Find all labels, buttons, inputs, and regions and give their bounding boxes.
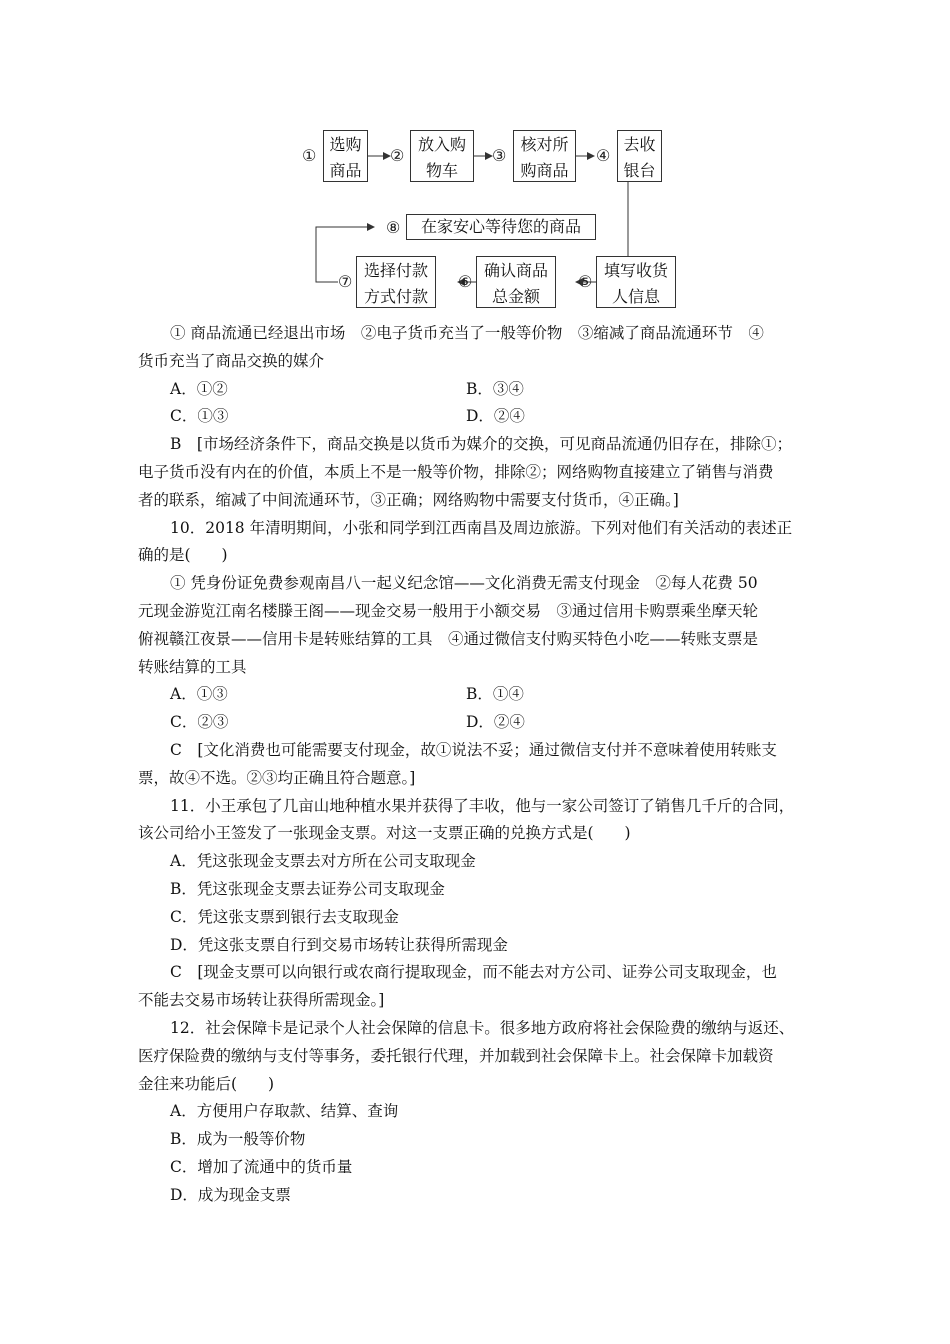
q12-stem-line-3: 金往来功能后( )	[138, 1074, 275, 1093]
q12-stem-line-2: 医疗保险费的缴纳与支付等事务，委托银行代理，并加载到社会保障卡上。社会保障卡加载资	[138, 1046, 774, 1065]
question-content	[138, 320, 818, 1210]
q11-option-b: B．凭这张现金支票去证券公司支取现金	[170, 879, 445, 898]
q12-option-c: C．增加了流通中的货币量	[170, 1157, 353, 1176]
q11-stem-line-1: 11．小王承包了几亩山地种植水果并获得了丰收，他与一家公司签订了销售几千斤的合同，	[170, 796, 795, 815]
q10-answer-line-1: C [文化消费也可能需要支付现金，故①说法不妥；通过微信支付并不意味着使用转账支	[170, 740, 777, 759]
q10-statements-line-2: 元现金游览江南名楼滕王阁——现金交易一般用于小额交易 ③通过信用卡购票乘坐摩天轮	[138, 601, 759, 620]
step-box-2: 放入购 物车	[410, 130, 474, 182]
q10-option-a: A．①③	[170, 685, 228, 704]
q12-stem-line-1: 12．社会保障卡是记录个人社会保障的信息卡。很多地方政府将社会保险费的缴纳与返还、	[170, 1018, 795, 1037]
q12-option-b: B．成为一般等价物	[170, 1130, 306, 1149]
shopping-flow-diagram	[290, 120, 710, 320]
q11-option-c: C．凭这张支票到银行去支取现金	[170, 907, 399, 926]
step-box-1: 选购 商品	[323, 130, 368, 182]
q9-answer-line-1: B [市场经济条件下，商品交换是以货币为媒介的交换，可见商品流通仍旧存在，排除①；	[170, 435, 792, 454]
marker-3: ③	[492, 146, 507, 165]
q12-option-a: A．方便用户存取款、结算、查询	[170, 1102, 399, 1121]
q11-answer-line-1: C [现金支票可以向银行或农商行提取现金，而不能去对方公司、证券公司支取现金，也	[170, 963, 777, 982]
q9-options-row-1	[138, 376, 818, 404]
q10-option-d: D．②④	[466, 713, 525, 732]
q10-statements-line-3: 俯视赣江夜景——信用卡是转账结算的工具 ④通过微信支付购买特色小吃——转账支票是	[138, 629, 759, 648]
q10-option-b: B．①④	[466, 685, 524, 704]
q9-option-b: B．③④	[466, 379, 524, 398]
q10-stem-line-1: 10．2018 年清明期间，小张和同学到江西南昌及周边旅游。下列对他们有关活动的表述正	[170, 518, 793, 537]
marker-6: ⑥	[458, 272, 473, 291]
step-box-4: 去收 银台	[617, 130, 662, 182]
question-9	[138, 320, 818, 515]
q10-answer-line-2: 票，故④不选。②③均正确且符合题意。]	[138, 768, 416, 787]
marker-7: ⑦	[338, 272, 353, 291]
q9-statements-line-1: ① 商品流通已经退出市场 ②电子货币充当了一般等价物 ③缩减了商品流通环节 ④	[170, 324, 764, 342]
marker-1: ①	[302, 146, 317, 165]
step-box-5: 填写收货 人信息	[596, 256, 676, 308]
q12-option-d: D．成为现金支票	[170, 1185, 291, 1204]
step-box-3: 核对所 购商品	[513, 130, 576, 182]
q10-option-c: C．②③	[170, 713, 229, 732]
step-box-6: 确认商品 总金额	[476, 256, 556, 308]
q9-option-c: C．①③	[170, 407, 229, 426]
marker-2: ②	[390, 146, 405, 165]
q11-option-d: D．凭这张支票自行到交易市场转让获得所需现金	[170, 935, 508, 954]
q9-option-a: A．①②	[170, 379, 228, 398]
q11-option-a: A．凭这张现金支票去对方所在公司支取现金	[170, 852, 476, 871]
q9-option-d: D．②④	[466, 407, 525, 426]
marker-5: ⑤	[578, 272, 593, 291]
question-10	[138, 515, 818, 793]
marker-8: ⑧	[386, 218, 401, 237]
q10-options-row-2	[138, 709, 818, 737]
q10-stem-line-2: 确的是( )	[138, 546, 228, 565]
q11-answer-line-2: 不能去交易市场转让获得所需现金。]	[138, 991, 385, 1010]
q9-options-row-2	[138, 403, 818, 431]
q9-answer-line-2: 电子货币没有内在的价值，本质上不是一般等价物，排除②；网络购物直接建立了销售与消费	[138, 462, 774, 481]
step-box-8: 在家安心等待您的商品	[406, 214, 596, 240]
q9-answer-line-3: 者的联系，缩减了中间流通环节，③正确；网络购物中需要支付货币，④正确。]	[138, 490, 679, 509]
step-box-7: 选择付款 方式付款	[356, 256, 436, 308]
q10-statements-line-1: ① 凭身份证免费参观南昌八一起义纪念馆——文化消费无需支付现金 ②每人花费 50	[170, 574, 758, 593]
q11-stem-line-2: 该公司给小王签发了一张现金支票。对这一支票正确的兑换方式是( )	[138, 824, 631, 843]
marker-4: ④	[596, 146, 611, 165]
question-12	[138, 1015, 818, 1210]
q9-statements-line-2: 货币充当了商品交换的媒介	[138, 351, 325, 370]
q10-statements-line-4: 转账结算的工具	[138, 657, 247, 676]
question-11	[138, 793, 818, 1015]
q10-options-row-1	[138, 681, 818, 709]
